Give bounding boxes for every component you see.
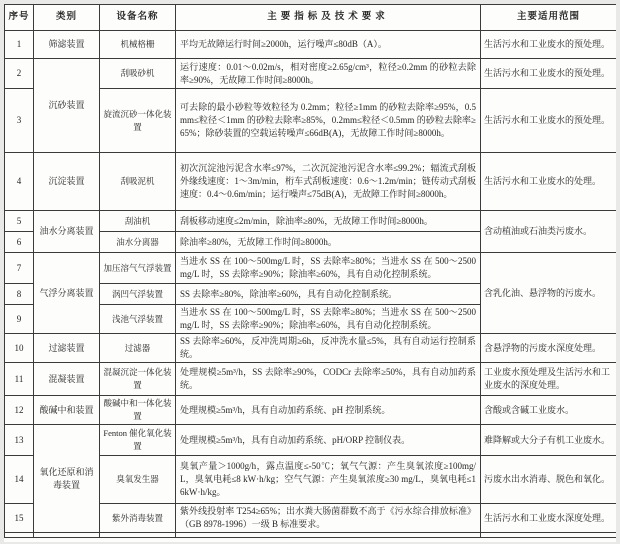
device-name-cell: 加压溶气气浮装置 [100,253,176,284]
scope-cell: 难降解或大分子有机工业废水。 [481,425,617,456]
spec-cell: SS 去除率≥60%，反冲洗周期≥6h，反冲洗水量≤5%，具有自动运行控制系统。 [176,334,481,363]
scope-cell: 生活污水和工业废水的预处理。 [481,59,617,89]
table-row [5,363,617,396]
device-name-cell: Fenton 催化氧化装置 [100,425,176,456]
scope-cell: 含悬浮物的污废水深度处理。 [481,334,617,363]
category-cell: 氧化还原和消毒装置 [34,425,100,533]
spec-cell: 平均无故障运行时间≥2000h，运行噪声≤80dB（A）。 [176,31,481,59]
scope-cell: 含酸或含碱工业废水。 [481,396,617,425]
device-name-cell: 紫外消毒装置 [100,504,176,533]
device-name-cell: 臭氧发生器 [100,456,176,504]
category-cell: 气浮分离装置 [34,253,100,334]
device-name-cell: 油水分离器 [100,232,176,253]
scope-cell: 含乳化油、悬浮物的污废水。 [481,253,617,334]
table-row [5,211,617,232]
category-cell: 沉淀装置 [34,153,100,211]
row-number-cell: 4 [5,153,34,211]
table-row [5,153,617,211]
row-number-cell: 13 [5,425,34,456]
device-name-cell: 涡凹气浮装置 [100,284,176,305]
row-number-cell: 6 [5,232,34,253]
row-number-cell: 7 [5,253,34,284]
device-name-cell: 刮吸砂机 [100,59,176,89]
device-name-cell: 机械格栅 [100,31,176,59]
device-name-cell: 混凝沉淀一体化装置 [100,363,176,396]
scope-cell: 工业废水预处理及生活污水和工业废水的深度处理。 [481,363,617,396]
category-cell: 油水分离装置 [34,211,100,253]
row-number-cell: 3 [5,89,34,153]
table-row [5,425,617,456]
spec-cell: 当进水 SS 在 100～500mg/L 时，SS 去除率≥80%；当进水 SS 在 500～2500mg/L 时，SS 去除率≥90%；除油率≥60%，具有自动化控制系统。 [176,305,481,334]
col-header-device: 设备名称 [100,5,176,31]
col-header-category: 类别 [34,5,100,31]
row-number-cell: 11 [5,363,34,396]
spec-cell: 紫外线投射率 T254≥65%；出水粪大肠菌群数不高于《污水综合排放标准》（GB 8978-1996）一级 B 标准要求。 [176,504,481,533]
category-cell: 酸碱中和装置 [34,396,100,425]
equipment-table [4,4,616,538]
spec-cell: 刮板移动速度≤2m/min，除油率≥80%，无故障工作时间≥8000h。 [176,211,481,232]
row-number-cell: 5 [5,211,34,232]
device-name-cell: 过滤器 [100,334,176,363]
spec-cell: 除油率≥80%，无故障工作时间≥8000h。 [176,232,481,253]
row-number-cell: 15 [5,504,34,533]
spec-cell: SS 去除率≥80%，除油率≥60%，具有自动化控制系统。 [176,284,481,305]
col-header-spec: 主要指标及技术要求 [176,5,481,31]
spec-cell: 当进水 SS 在 100～500mg/L 时，SS 去除率≥80%；当进水 SS 在 500～2500mg/L 时，SS 去除率≥90%；除油率≥60%，具有自动化控制系统。 [176,253,481,284]
spec-cell: 处理规模≥5m³/h，SS 去除率≥90%，CODCr 去除率≥50%，具有自动加药系统。 [176,363,481,396]
category-cell: 过滤装置 [34,334,100,363]
spec-cell: 臭氧产量＞1000g/h，露点温度≤-50℃；氧气气源：产生臭氧浓度≥100mg/L，臭氧电耗≤8 kW·h/kg；空气气源：产生臭氧浓度≥30 mg/L，臭氧电耗≤16kW·h/kg。 [176,456,481,504]
row-number-cell: 9 [5,305,34,334]
table-row [5,396,617,425]
scope-cell: 含动植油或石油类污废水。 [481,211,617,253]
device-name-cell: 旋流沉砂一体化装置 [100,89,176,153]
row-number-cell: 14 [5,456,34,504]
partial-row [5,533,617,538]
category-cell: 沉砂装置 [34,59,100,153]
device-name-cell: 酸碱中和一体化装置 [100,396,176,425]
table-row [5,334,617,363]
row-number-cell: 8 [5,284,34,305]
scope-cell: 生活污水和工业废水的预处理。 [481,89,617,153]
scope-cell: 生活污水和工业废水深度处理。 [481,504,617,533]
scope-cell: 污废水出水消毒、脱色和氧化。 [481,456,617,504]
table-row [5,31,617,59]
spec-cell: 处理规模≥5m³/h，具有自动加药系统、pH 控制系统。 [176,396,481,425]
table-row [5,59,617,89]
device-name-cell: 浅池气浮装置 [100,305,176,334]
spec-cell: 处理规模≥5m³/h，具有自动加药系统、pH/ORP 控制仪表。 [176,425,481,456]
header-row [5,5,617,31]
device-name-cell: 刮吸泥机 [100,153,176,211]
row-number-cell: 12 [5,396,34,425]
scope-cell: 生活污水和工业废水的预处理。 [481,31,617,59]
device-name-cell: 刮油机 [100,211,176,232]
category-cell: 筛滤装置 [34,31,100,59]
table-row [5,253,617,284]
col-header-no: 序号 [5,5,34,31]
category-cell: 混凝装置 [34,363,100,396]
document-sheet [4,4,616,542]
col-header-scope: 主要适用范围 [481,5,617,31]
spec-cell: 初次沉淀池污泥含水率≤97%，二次沉淀池污泥含水率≤99.2%；辐流式刮板外缘线速度：1～3m/min，桁车式刮板速度：0.6～1.2m/min；链传动式刮板速度：0.4～0.6m/min；运行噪声≤75dB(A)，无故障工作时间≥8000h。 [176,153,481,211]
spec-cell: 运行速度：0.01～0.02m/s，相对密度≥2.65g/cm³，粒径≥0.2mm 的砂粒去除率≥90%，无故障工作时间≥8000h。 [176,59,481,89]
row-number-cell: 10 [5,334,34,363]
spec-cell: 可去除的最小砂粒等效粒径为 0.2mm；粒径≥1mm 的砂粒去除率≥95%，0.5mm≤粒径＜1mm 的砂粒去除率≥85%，0.2mm≤粒径＜0.5mm 的砂粒去除率≥65%；除砂装置的空载运转噪声≤66dB(A)，无故障工作时间≥8000h。 [176,89,481,153]
row-number-cell: 1 [5,31,34,59]
row-number-cell: 2 [5,59,34,89]
scope-cell: 生活污水和工业废水的处理。 [481,153,617,211]
